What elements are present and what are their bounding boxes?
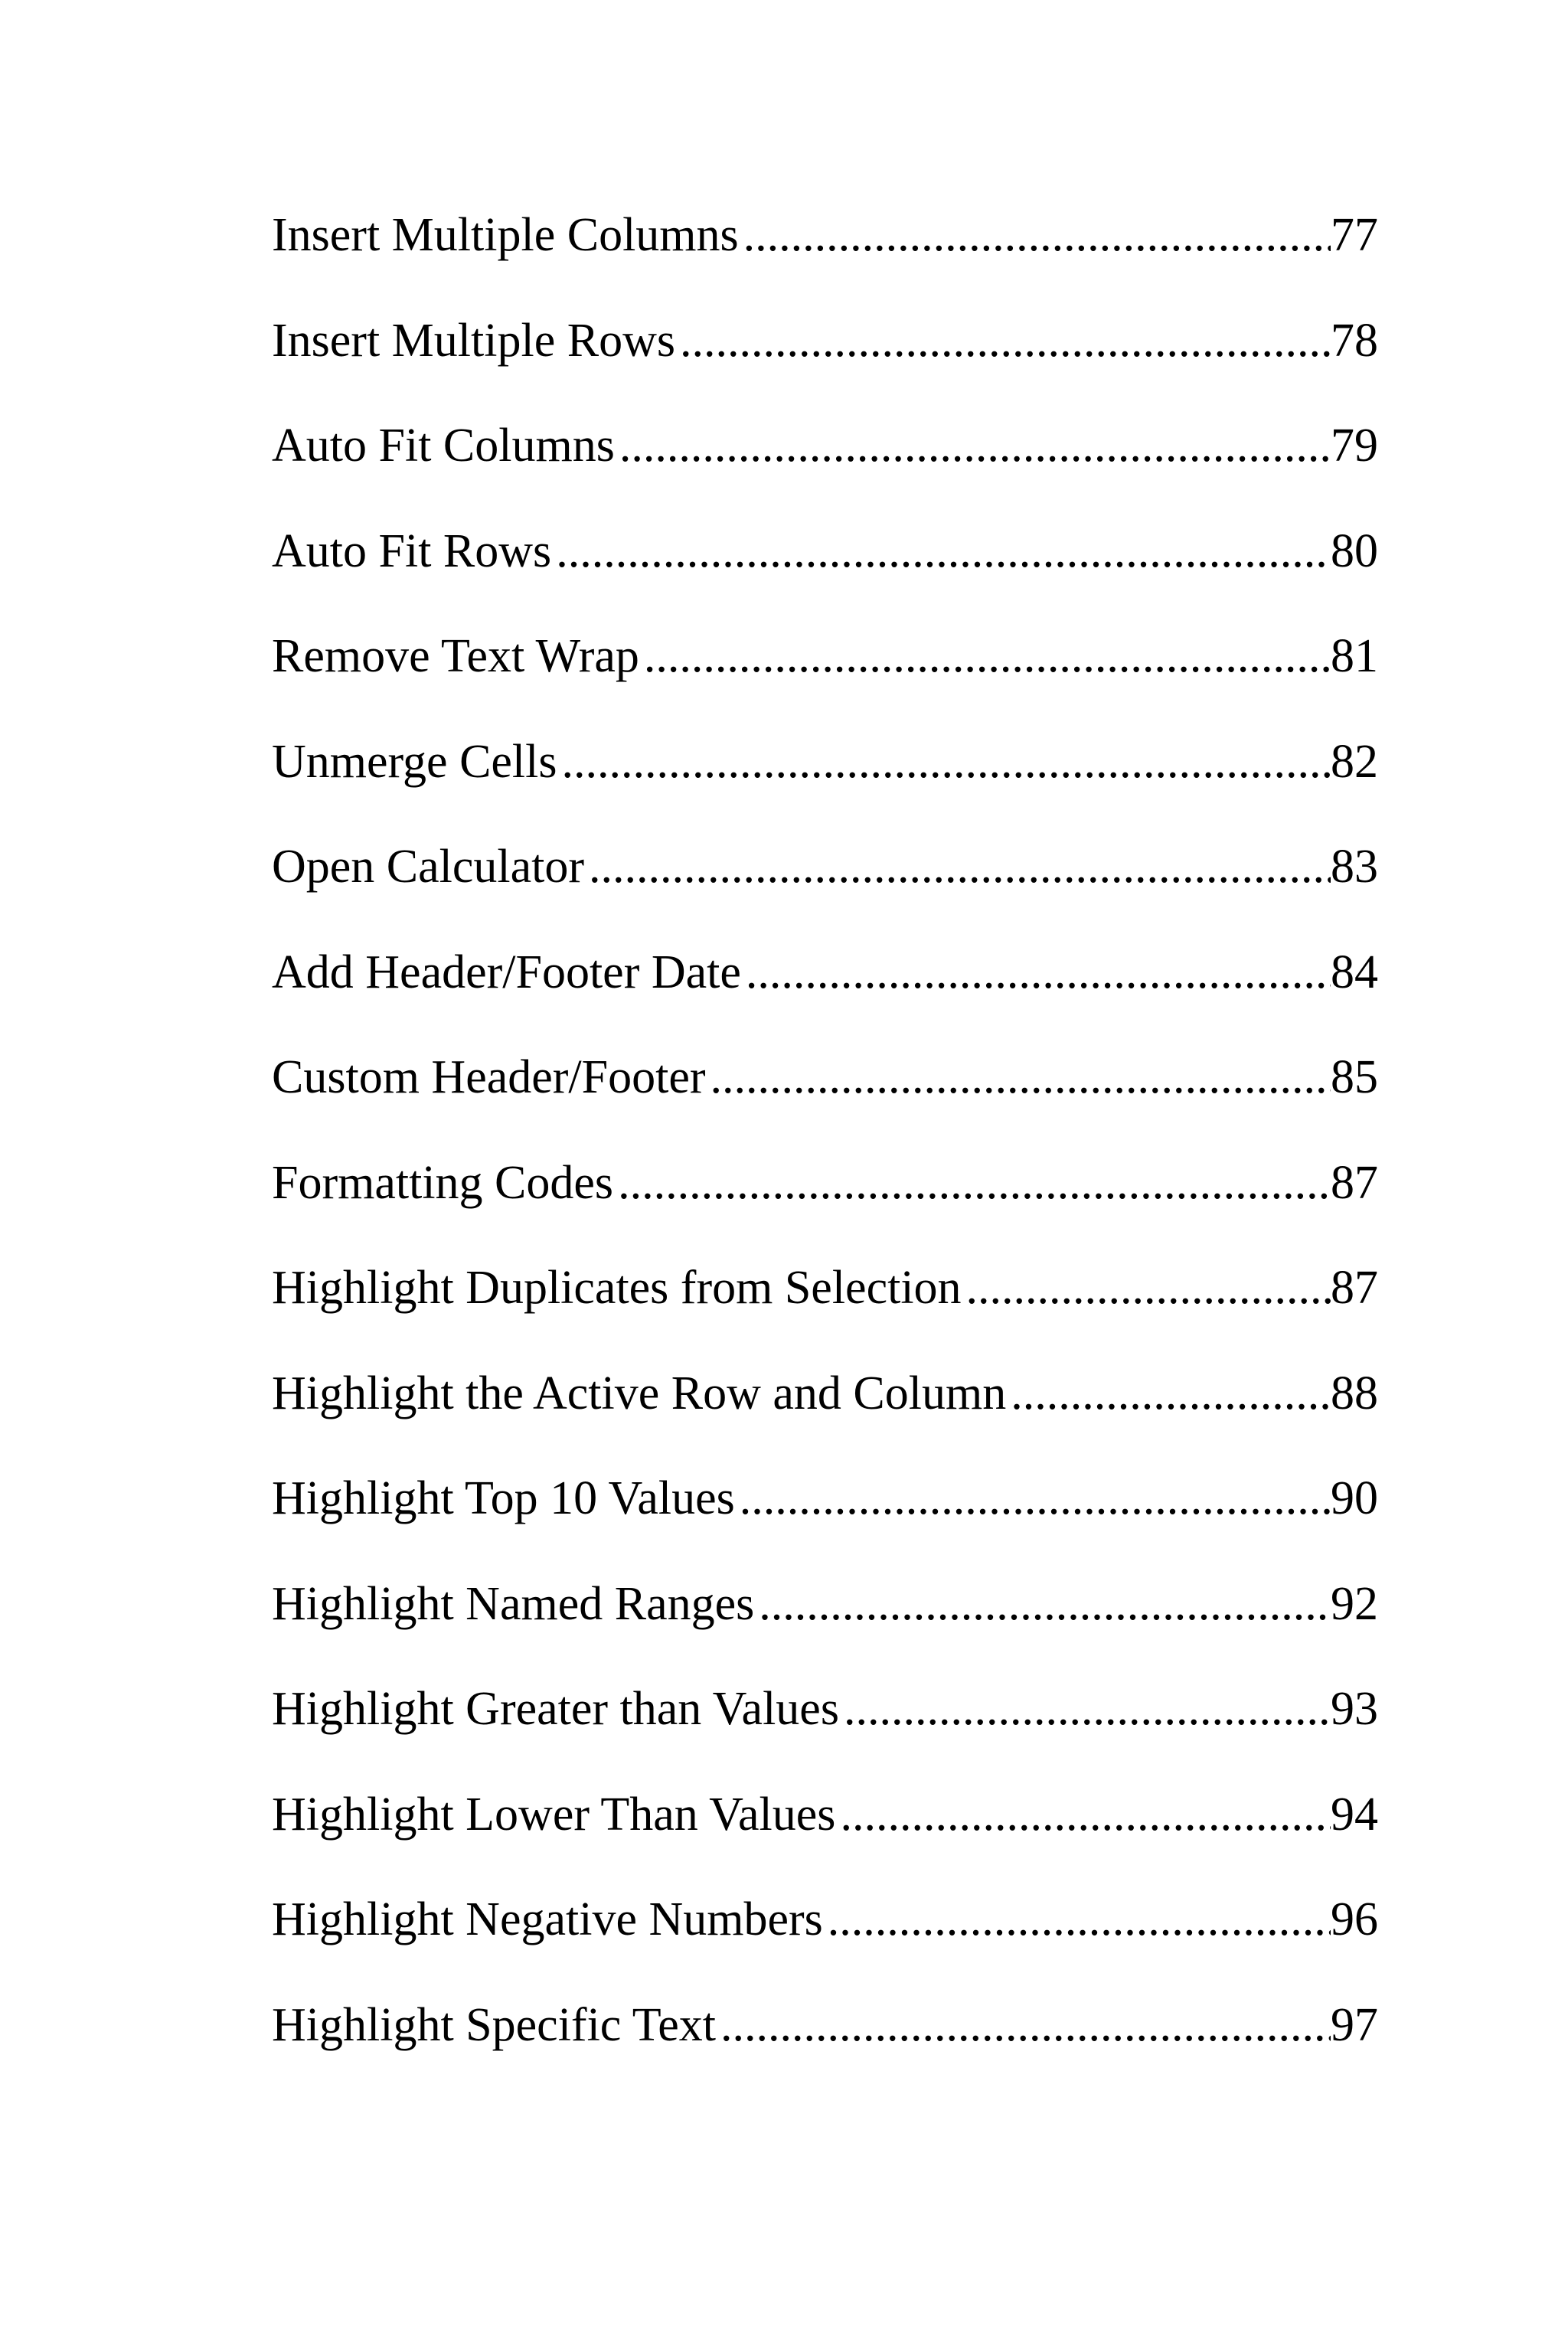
toc-dot-leader [823,1893,1331,1947]
toc-entry-title: Add Header/Footer Date [272,946,741,998]
toc-dot-leader [754,1577,1331,1632]
toc-entry-title: Highlight Lower Than Values [272,1788,836,1841]
toc-entry-title: Remove Text Wrap [272,630,639,682]
toc-entry-page: 96 [1331,1893,1378,1945]
toc-entry-page: 82 [1331,735,1378,788]
toc-dot-leader [741,946,1331,1000]
toc-entry[interactable] [272,1998,1378,2104]
toc-dot-leader [839,1682,1331,1736]
toc-entry-title: Highlight Negative Numbers [272,1893,823,1945]
toc-dot-leader [613,1156,1331,1210]
toc-entry-title: Highlight Top 10 Values [272,1472,735,1524]
toc-entry-title: Highlight Specific Text [272,1998,716,2051]
toc-entry-page: 79 [1331,420,1378,472]
toc-entry[interactable] [272,1472,1378,1577]
toc-dot-leader [716,1998,1331,2053]
toc-entry-page: 77 [1331,209,1378,261]
toc-entry[interactable] [272,1367,1378,1472]
toc-entry-title: Highlight Greater than Values [272,1683,839,1735]
toc-dot-leader [835,1788,1331,1842]
toc-entry-page: 90 [1331,1472,1378,1524]
toc-entry-title: Insert Multiple Columns [272,209,739,261]
toc-dot-leader [615,419,1331,473]
toc-entry[interactable] [272,735,1378,841]
toc-entry-title: Insert Multiple Rows [272,314,675,367]
toc-dot-leader [675,314,1331,368]
toc-entry-page: 92 [1331,1577,1378,1630]
toc-entry[interactable] [272,1156,1378,1262]
toc-entry-page: 83 [1331,841,1378,893]
toc-entry[interactable] [272,1788,1378,1893]
toc-entry-page: 80 [1331,524,1378,577]
toc-entry-title: Highlight the Active Row and Column [272,1367,1007,1419]
table-of-contents [272,208,1378,2103]
toc-entry[interactable] [272,314,1378,420]
toc-entry[interactable] [272,1050,1378,1156]
toc-entry[interactable] [272,1577,1378,1683]
toc-entry[interactable] [272,524,1378,630]
toc-entry-page: 85 [1331,1051,1378,1103]
toc-entry-title: Unmerge Cells [272,735,557,788]
toc-entry-page: 97 [1331,1998,1378,2051]
toc-dot-leader [551,524,1331,579]
toc-entry-title: Auto Fit Rows [272,524,552,577]
toc-dot-leader [557,735,1331,789]
toc-entry-page: 94 [1331,1788,1378,1841]
toc-entry-title: Highlight Duplicates from Selection [272,1262,962,1314]
toc-entry-page: 87 [1331,1156,1378,1209]
toc-dot-leader [706,1050,1331,1105]
toc-entry[interactable] [272,629,1378,735]
toc-entry-title: Auto Fit Columns [272,420,615,472]
toc-dot-leader [739,208,1331,263]
toc-entry-title: Highlight Named Ranges [272,1577,755,1630]
toc-entry[interactable] [272,208,1378,314]
toc-entry[interactable] [272,1682,1378,1788]
toc-entry-page: 78 [1331,314,1378,367]
toc-dot-leader [962,1261,1331,1315]
toc-entry-page: 84 [1331,946,1378,998]
toc-dot-leader [735,1472,1331,1526]
toc-entry-page: 87 [1331,1262,1378,1314]
toc-entry[interactable] [272,840,1378,946]
toc-entry-page: 93 [1331,1683,1378,1735]
toc-entry-page: 81 [1331,630,1378,682]
toc-dot-leader [1006,1367,1331,1421]
toc-entry-page: 88 [1331,1367,1378,1419]
toc-entry-title: Open Calculator [272,841,585,893]
toc-entry-title: Custom Header/Footer [272,1051,706,1103]
toc-entry[interactable] [272,946,1378,1051]
toc-dot-leader [584,840,1331,894]
toc-dot-leader [639,629,1331,684]
toc-entry[interactable] [272,1261,1378,1367]
toc-entry-title: Formatting Codes [272,1156,614,1209]
toc-entry[interactable] [272,1893,1378,1998]
toc-entry[interactable] [272,419,1378,524]
